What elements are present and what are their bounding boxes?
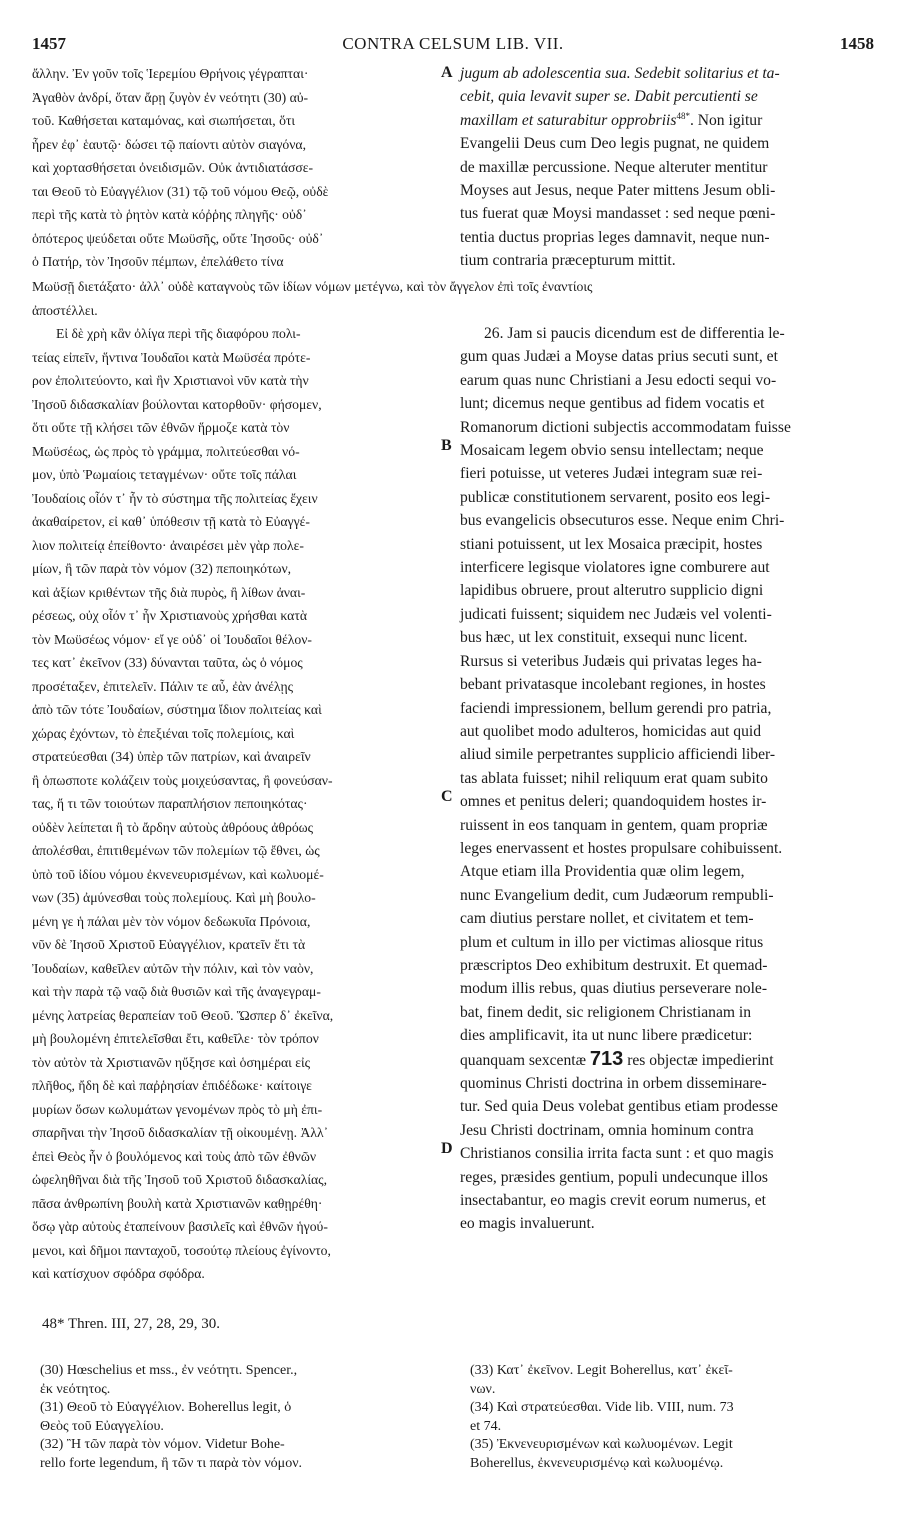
text-line: lapidibus obruere, prout alterutro supplicio digni xyxy=(460,582,764,600)
text-line: ὅτι οὔτε τῇ κλήσει τῶν ἐθνῶν ἥρμοζε κατὰ τὸν xyxy=(32,420,290,435)
text-line: ἀπολέσθαι, ἐπιτιθεμένων τῶν πολεμίων τῷ ἔθνει, ὡς xyxy=(32,843,320,858)
text-line: aut quolibet modo adulteros, homicidas aut quid xyxy=(460,722,761,740)
footnotes-left xyxy=(40,1362,436,1473)
text-line: Boherellus, ἐκνενευρισμένῳ καὶ κωλυομένῳ. xyxy=(470,1455,724,1471)
latin-column-main xyxy=(460,322,874,1236)
text-line: καὶ χορτασθήσεται ὀνειδισμῶν. Οὐκ ἀντιδιατάσσε- xyxy=(32,160,314,175)
text-line: bus evangelicis obsecuturos esse. Neque enim Chri- xyxy=(460,512,785,530)
text-line: σπαρῆναι τὴν Ἰησοῦ διδασκαλίαν τῇ οἰκουμένῃ. Ἀλλ᾽ xyxy=(32,1125,329,1140)
text-line: μίων, ἢ τῶν παρὰ τὸν νόμον (32) πεποιηκότων, xyxy=(32,561,292,576)
text-line: λιον πολιτείᾳ ἐπείθοντο· ἀναιρέσει μὲν γὰρ πολε- xyxy=(32,537,304,553)
text-line: στρατεύεσθαι (34) ὑπὲρ τῶν πατρίων, καὶ ἀναιρεῖν xyxy=(32,749,311,764)
latin-column-top xyxy=(460,62,874,273)
text-line: περὶ τῆς κατὰ τὸ ῥητὸν κατὰ κόῤῥης πληγῆς· οὐδ᾽ xyxy=(32,207,307,222)
text-line: gum quas Judæi a Moyse datas prius secuti sunt, et xyxy=(460,348,778,366)
text-line: τοῦ. Καθήσεται καταμόνας, καὶ σιωπήσεται, ὅτι xyxy=(32,113,296,128)
text-line: leges enervassent et hostes propulsare cohibuissent. xyxy=(460,839,783,857)
text-line: ἐπεὶ Θεὸς ἦν ὁ βουλόμενος καὶ τοὺς ἀπὸ τῶν ἐθνῶν xyxy=(32,1148,317,1164)
text-line: Evangelii Deus cum Deo legis pugnat, ne quidem xyxy=(460,135,770,153)
text-line: (35) Ἐκνενευρισμένων καὶ κωλυομένων. Legit xyxy=(470,1437,733,1452)
text-line: ὠφεληθῆναι διὰ τῆς Ἰησοῦ τοῦ Χριστοῦ διδασκαλίας, xyxy=(32,1172,328,1187)
footnotes-right xyxy=(470,1362,866,1473)
text-run: maxillam et saturabitur opprobriis xyxy=(460,111,677,129)
greek-column-top xyxy=(32,62,436,274)
text-line: (30) Hœschelius et mss., ἐν νεότητι. Spencer., xyxy=(40,1363,298,1378)
text-line: (34) Καὶ στρατεύεσθαι. Vide lib. VIII, num. 73 xyxy=(470,1400,734,1415)
text-line: aliud simile perpetrantes supplicio afficiendi liber- xyxy=(460,746,776,764)
text-line: ἢ ὁπωσποτε κολάζειν τοὺς μοιχεύσαντας, ἢ φονεύσαν- xyxy=(32,772,333,788)
text-line: προσέταξεν, ἐπιτελεῖν. Πάλιν τε αὖ, ἐὰν ἀνέλῃς xyxy=(32,678,294,694)
text-line: bat, finem dedit, sic religionem Christianam in xyxy=(460,1003,752,1021)
text-line xyxy=(460,109,874,132)
text-line: τὸν αὐτὸν τὰ Χριστιανῶν ηὔξησε καὶ ὁσημέραι εἰς xyxy=(32,1054,311,1070)
text-line: faciendi impressionem, bellum gerendi pro patria, xyxy=(460,699,772,717)
text-line: τείας εἰπεῖν, ἥντινα Ἰουδαῖοι κατὰ Μωϋσέα πρότε- xyxy=(32,349,311,365)
text-line: Μωϋσῇ διετάξατο· ἀλλ᾽ οὐδὲ καταγνοὺς τῶν ἰδίων νόμων μετέγνω, καὶ τὸν ἄγγελον ἐπὶ τοῖς ἐναντίοις xyxy=(32,279,593,294)
text-line: χώρας ἐχόντων, τὸ ἐπεξιέναι τοῖς πολεμίοις, καὶ xyxy=(32,725,295,741)
text-line: ὅσῳ γὰρ αὐτοὺς ἐταπείνουν βασιλεῖς καὶ ἐθνῶν ἡγού- xyxy=(32,1219,328,1234)
text-line: μυρίων ὅσων κωλυμάτων γενομένων πρὸς τὸ μὴ ἐπι- xyxy=(32,1101,323,1117)
text-line: ρον ἐπολιτεύοντο, καὶ ἣν Χριστιανοὶ νῦν κατὰ τὴν xyxy=(32,373,309,388)
text-line: Ἰουδαίοις οἷόν τ᾽ ἦν τὸ σύστημα τῆς πολιτείας ἔχειν xyxy=(32,490,318,506)
text-line: Ἰησοῦ διδασκαλίαν βούλονται κατορθοῦν· φήσομεν, xyxy=(32,396,322,412)
text-line: modum illis rebus, quas diutius perseverare nole- xyxy=(460,980,768,998)
text-line: ρέσεως, οὐχ οἷόν τ᾽ ἦν Χριστιανοὺς χρήσθαι κατὰ xyxy=(32,608,307,623)
text-line: μον, ὑπὸ Ῥωμαίοις τεταγμένων· οὔτε τοῖς πάλαι xyxy=(32,467,297,482)
text-line: quominus Christi doctrina in orbem dissemінаre- xyxy=(460,1075,767,1092)
text-line: Θεὸς τοῦ Εὐαγγελίου. xyxy=(40,1418,164,1434)
greek-wide-text xyxy=(32,275,874,322)
text-line: Romanorum dictioni subjectis accommodatam fuisse xyxy=(460,418,791,436)
text-line: πλῆθος, ἤδη δὲ καὶ παῤῥησίαν ἐπιδέδωκε· καίτοιγε xyxy=(32,1078,312,1093)
text-line: ἦρεν ἐφ᾽ ἑαυτῷ· δώσει τῷ παίοντι αὐτὸν σιαγόνα, xyxy=(32,136,306,152)
text-line: Ἀγαθὸν ἀνδρί, ὅταν ἄρῃ ζυγὸν ἐν νεότητι (30) αὐ- xyxy=(32,89,309,105)
text-line: reges, præsides gentium, populi undecunque illos xyxy=(460,1168,768,1186)
text-line: ruissent in eos tanquam in gentem, quam propriæ xyxy=(460,816,768,834)
page-number-left: 1457 xyxy=(32,34,66,53)
text-line: Christianos consilia irrita facta sunt : et quo magis xyxy=(460,1145,774,1163)
text-line: ἀκαθαίρετον, εἰ καθ᾽ ὑπόθεσιν τῇ κατὰ τὸ Εὐαγγέ- xyxy=(32,514,310,529)
text-line: cebit, quia levavit super se. Dabit percutienti se xyxy=(460,88,758,106)
text-line: præscriptos Deo exhibitum destruxit. Et quemad- xyxy=(460,956,768,974)
text-line: νων. xyxy=(470,1381,496,1397)
text-line: μενοι, καὶ δῆμοι πανταχοῦ, τοσούτῳ πλείους ἐγίνοντο, xyxy=(32,1242,331,1258)
text-line: et 74. xyxy=(470,1418,502,1434)
text-line: jugum ab adolescentia sua. Sedebit solitarius et ta- xyxy=(460,65,780,82)
text-line: lunt; dicemus neque gentibus ad fidem vocatis et xyxy=(460,395,765,413)
text-line: ὑπὸ τοῦ ἰδίου νόμου ἐκνενευρισμένων, καὶ κωλυομέ- xyxy=(32,866,324,882)
text-line: πᾶσα ἀνθρωπίνη βουλὴ κατὰ Χριστιανῶν καθῃρέθη· xyxy=(32,1195,323,1211)
text-line: bebant privatasque incolebant regiones, in hostes xyxy=(460,676,766,694)
text-line: tus fuerat quæ Moysi mandasset : sed neque pœni- xyxy=(460,205,776,223)
text-line: ἀποστέλλει. xyxy=(32,302,98,318)
running-title: CONTRA CELSUM LIB. VII. xyxy=(342,34,564,53)
greek-column-main xyxy=(32,322,436,1286)
text-line: dies amplificavit, ita ut nunc libere prædicetur: xyxy=(460,1027,753,1045)
text-line: publicæ constitutionem servarent, posito eos legi- xyxy=(460,488,771,506)
text-line: μένη γε ἡ πάλαι μὲν τὸν νόμον δεδωκυῖα Πρόνοια, xyxy=(32,913,311,929)
text-line: Moyses aut Jesus, neque Pater mittens Jesum obli- xyxy=(460,182,776,200)
margin-letter-a: A xyxy=(441,64,453,81)
text-line xyxy=(460,1048,874,1072)
text-line: Μωϋσέως, ὡς πρὸς τὸ γράμμα, πολιτεύεσθαι νό- xyxy=(32,443,300,459)
text-run: quanquam sexcentæ xyxy=(460,1051,587,1069)
page-number-right: 1458 xyxy=(840,34,874,53)
text-line: tas ablata fuisset; nihil reliquum erat quam subito xyxy=(460,769,768,787)
column-number: 713 xyxy=(589,1047,624,1070)
text-line: Rursus si veteribus Judæis qui privatas leges ha- xyxy=(460,652,762,670)
text-line: tium contraria præcepturum mittit. xyxy=(460,252,676,270)
text-line: καὶ κατίσχυον σφόδρα σφόδρα. xyxy=(32,1266,205,1281)
text-line: rello forte legendum, ἢ τῶν τι παρὰ τὸν νόμον. xyxy=(40,1455,303,1471)
text-line: Mosaicam legem obvio sensu intellectam; neque xyxy=(460,442,764,460)
text-line: τας, ἤ τι τῶν τοιούτων παραπλήσιον πεποιηκότας· xyxy=(32,796,308,811)
text-line: bus hæc, ut lex constituit, exsequi nunc licent. xyxy=(460,629,748,647)
text-line: ἀπὸ τῶν τότε Ἰουδαίων, σύστημα ἴδιον πολιτείας καὶ xyxy=(32,702,322,717)
text-line: καὶ ἀξίων κριθέντων τῆς διὰ πυρὸς, ἢ λίθων ἀναι- xyxy=(32,584,306,600)
text-line: Jesu Christi doctrinam, omnia hominum contra xyxy=(460,1121,754,1139)
text-line: cam diutius perstare nollet, et civitatem et tem- xyxy=(460,910,754,928)
text-line: ἐκ νεότητος. xyxy=(40,1381,111,1397)
text-line: tentia ductus proprias leges damnavit, neque nun- xyxy=(460,228,770,246)
text-line: μὴ βουλομένη ἐπιτελεῖσθαι ἔτι, καθεῖλε· τὸν τρόπον xyxy=(32,1031,319,1046)
text-line: nunc Evangelium dedit, cum Judæorum rempubli- xyxy=(460,886,774,904)
text-line: νων (35) ἀμύνεσθαι τοὺς πολεμίους. Καὶ μὴ βουλο- xyxy=(32,890,316,905)
text-line: μένης λατρείας θεραπείαν τοῦ Θεοῦ. Ὥσπερ δ᾽ ἐκεῖνα, xyxy=(32,1007,334,1023)
text-line: ὁπότερος ψεύδεται οὔτε Μωϋσῆς, οὔτε Ἰησοῦς· οὐδ᾽ xyxy=(32,230,324,246)
text-line: eo magis invaluerunt. xyxy=(460,1215,595,1233)
text-line: plum et cultum in illo per victimas aliosque ritus xyxy=(460,933,764,951)
text-line: νῦν δὲ Ἰησοῦ Χριστοῦ Εὐαγγέλιον, κρατεῖν ἔτι τὰ xyxy=(32,937,306,952)
text-line: 26. Jam si paucis dicendum est de differentia le- xyxy=(484,325,785,342)
text-run: . Non igitur xyxy=(689,111,763,129)
text-line: interficere legisque violatores igne comburere aut xyxy=(460,559,770,577)
text-line: (32) Ἢ τῶν παρὰ τὸν νόμον. Videtur Bohe- xyxy=(40,1437,285,1452)
text-line: τες κατ᾽ ἐκεῖνον (33) δύνανται ταῦτα, ὡς ὁ νόμος xyxy=(32,655,303,670)
text-line: ται Θεοῦ τὸ Εὐαγγέλιον (31) τῷ τοῦ νόμου Θεῷ, οὐδὲ xyxy=(32,183,329,199)
text-line: οὐδὲν λείπεται ἢ τὸ ἄρδην αὐτοὺς ἀθρόους ἀθρόως xyxy=(32,819,314,835)
text-run: res objectæ impedierint xyxy=(623,1051,774,1069)
margin-letter-d: D xyxy=(441,1140,453,1157)
margin-letter-c: C xyxy=(441,788,453,805)
text-line: καὶ τὴν παρὰ τῷ ναῷ διὰ θυσιῶν καὶ τῆς ἀναγεγραμ- xyxy=(32,984,321,999)
text-line: de maxillæ percussione. Neque alteruter mentitur xyxy=(460,158,768,176)
text-line: judicati fuissent; siquidem nec Judæis vel volenti- xyxy=(460,605,772,623)
running-header xyxy=(32,34,874,58)
text-line: fieri potuisse, ut veteres Judæi integram suæ rei- xyxy=(460,465,763,483)
text-line: Ἰουδαίων, καθεῖλεν αὐτῶν τὴν πόλιν, καὶ τὸν ναὸν, xyxy=(32,960,314,976)
note-mark: 48* xyxy=(676,110,690,121)
text-line: (31) Θεοῦ τὸ Εὐαγγέλιον. Boherellus legit, ὁ xyxy=(40,1400,292,1415)
text-line: (33) Κατ᾽ ἐκεῖνον. Legit Boherellus, κατ᾽ ἐκεῖ- xyxy=(470,1363,733,1378)
text-line: insectabantur, eo magis crevit eorum numerus, et xyxy=(460,1192,766,1210)
text-line: omnes et penitus deleri; quandoquidem hostes ir- xyxy=(460,793,767,811)
text-line: stiani potuissent, ut lex Mosaica præcipit, hostes xyxy=(460,535,763,553)
text-line: ἄλλην. Ἐν γοῦν τοῖς Ἱερεμίου Θρήνοις γέγραπται· xyxy=(32,66,309,81)
text-line: tur. Sed quia Deus volebat gentibus etiam prodesse xyxy=(460,1098,778,1116)
margin-letter-b: B xyxy=(441,437,452,454)
text-line: τὸν Μωϋσέως νόμον· εἴ γε οὐδ᾽ οἱ Ἰουδαῖοι θέλον- xyxy=(32,631,312,647)
footnote-scripture: 48* Thren. III, 27, 28, 29, 30. xyxy=(42,1316,221,1332)
text-line: earum quas nunc Christiani a Jesu edocti sequi vo- xyxy=(460,371,777,389)
text-line: Atque etiam illa Providentia quæ olim legem, xyxy=(460,863,745,881)
text-line: Εἰ δὲ χρὴ κἂν ὀλίγα περὶ τῆς διαφόρου πολι- xyxy=(56,326,301,341)
text-line: ὁ Πατήρ, τὸν Ἰησοῦν πέμπων, ἐπελάθετο τίνα xyxy=(32,254,284,269)
